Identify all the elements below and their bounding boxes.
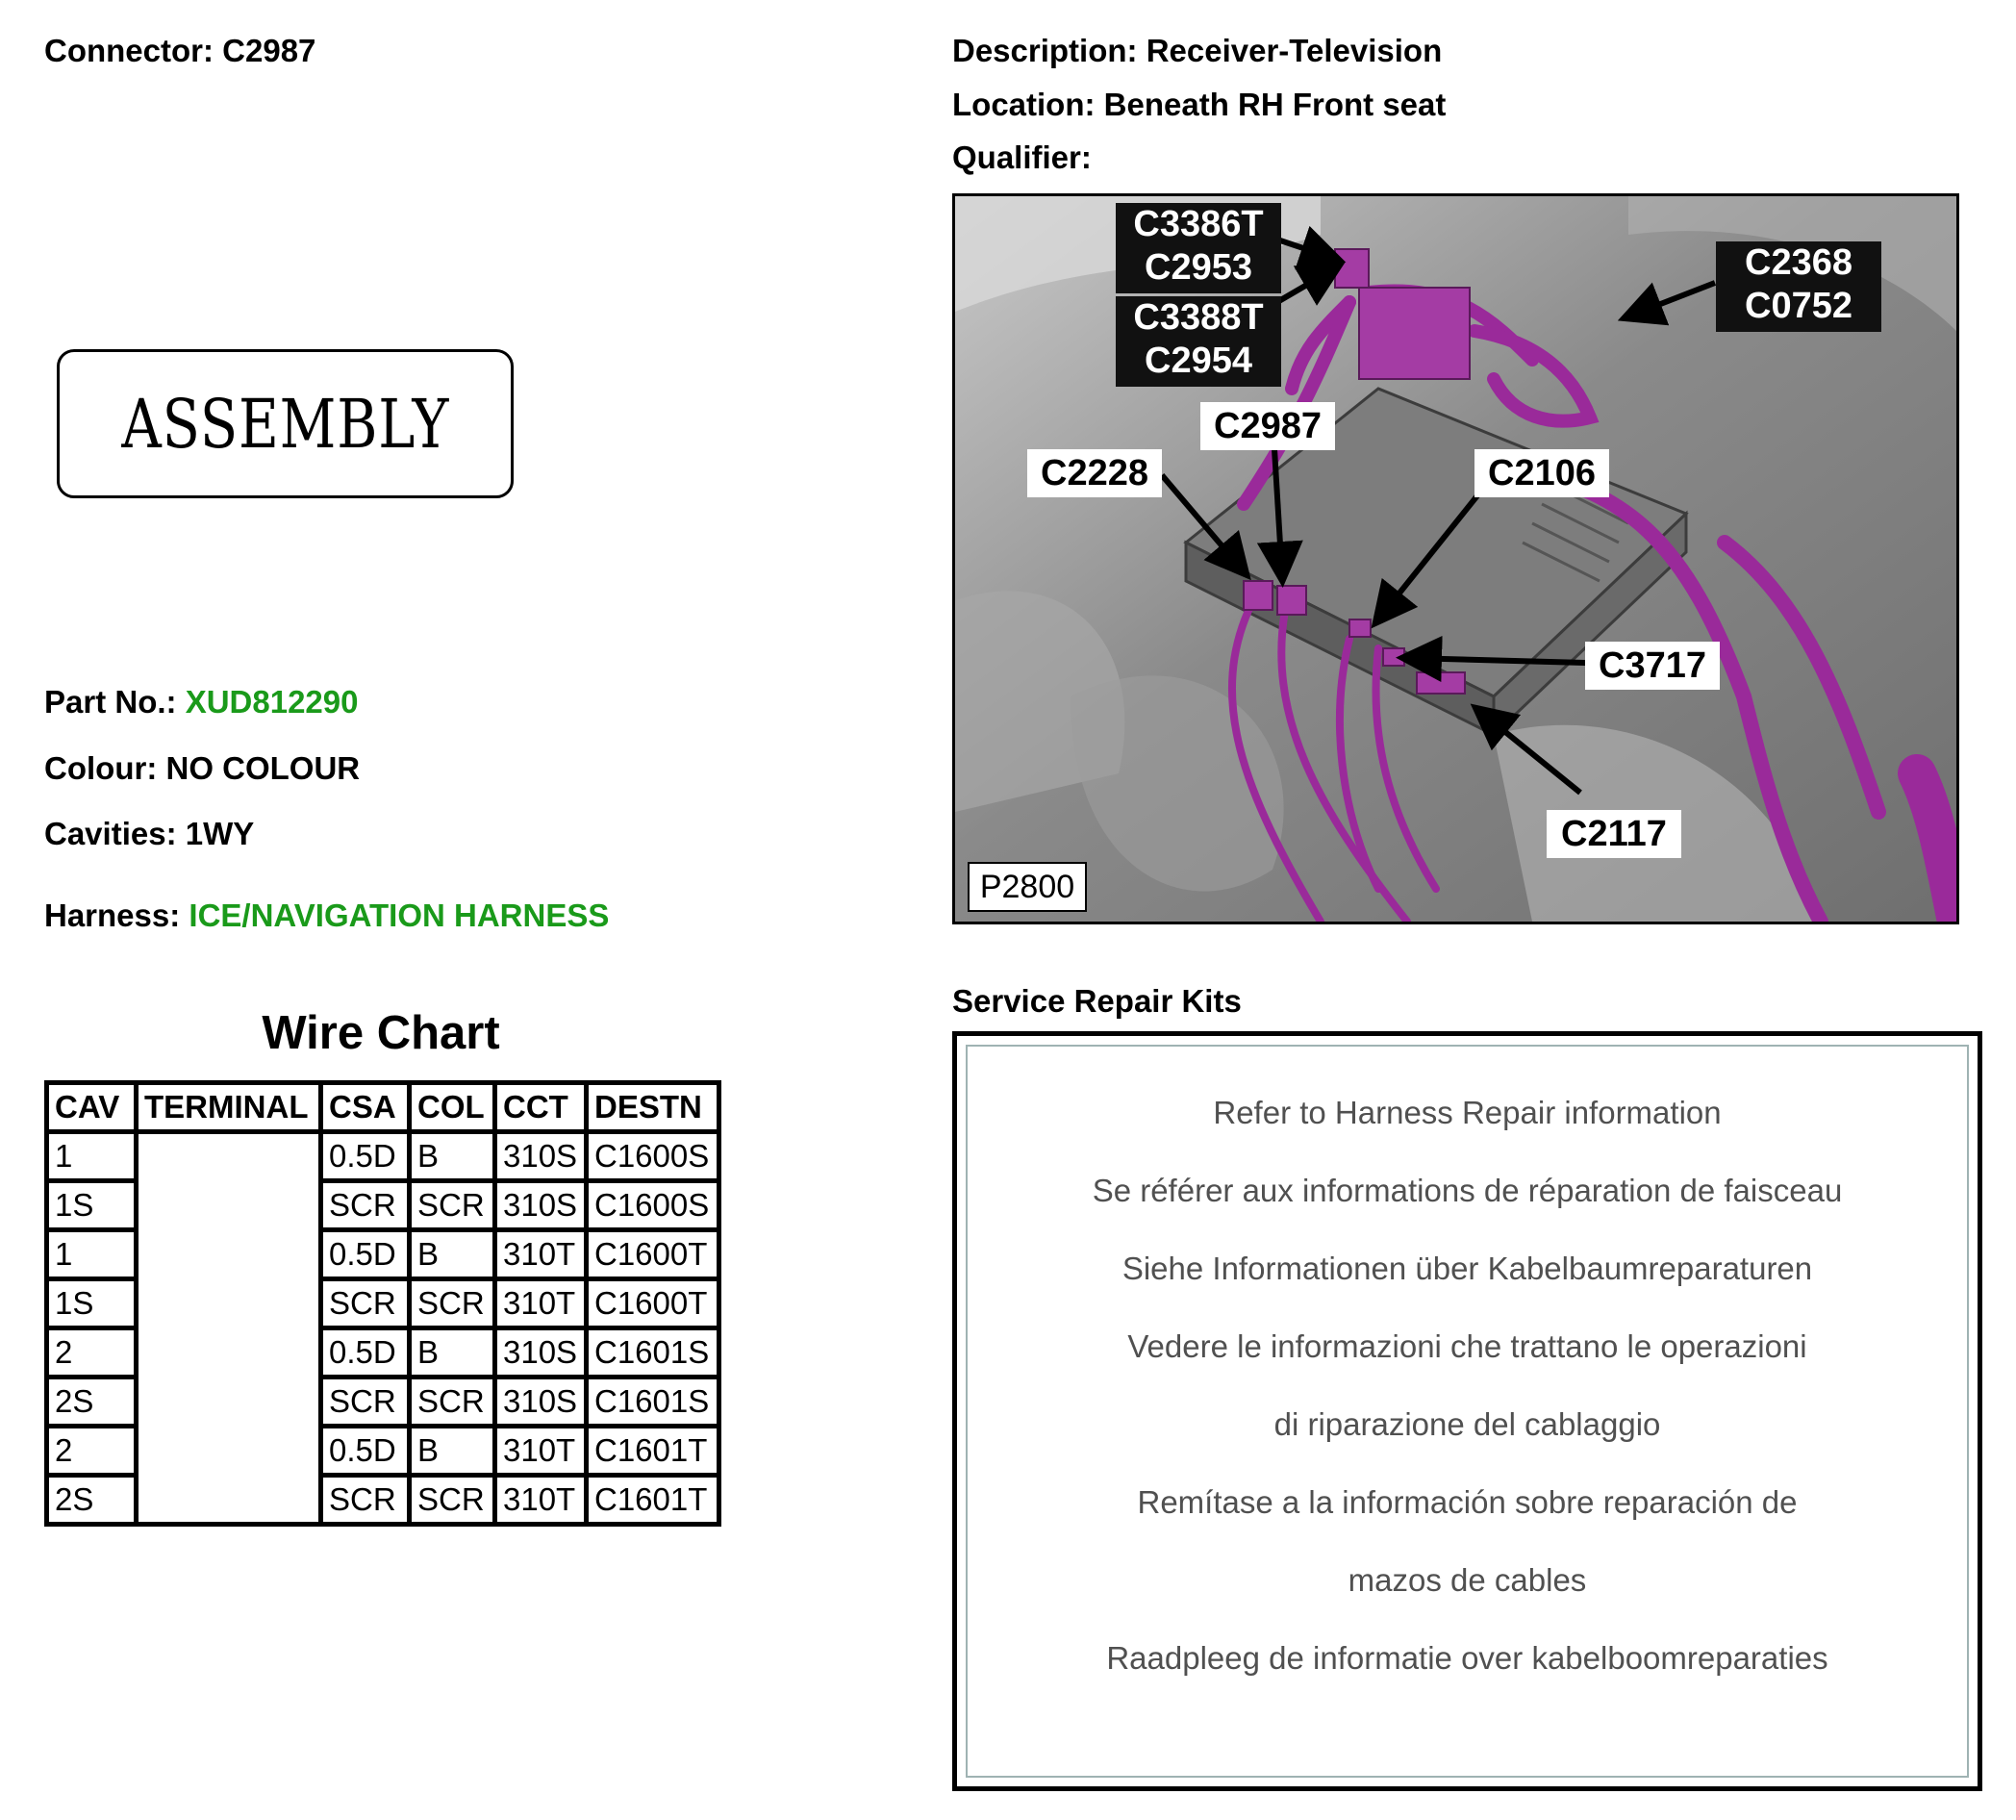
cell-destn: C1601T	[587, 1476, 719, 1525]
cell-col: B	[410, 1328, 495, 1378]
cell-col: SCR	[410, 1279, 495, 1328]
cell-cct: 310T	[495, 1476, 587, 1525]
description-label: Description: Receiver-Television	[952, 33, 1443, 68]
cell-cct: 310T	[495, 1279, 587, 1328]
cell-csa: 0.5D	[321, 1230, 410, 1279]
cell-cav: 1S	[47, 1181, 137, 1230]
colour-value: NO COLOUR	[165, 750, 361, 786]
callout-c3717: C3717	[1585, 642, 1720, 690]
part-number	[44, 684, 358, 720]
callout-c2368: C2368	[1745, 242, 1852, 283]
cell-destn: C1601S	[587, 1328, 719, 1378]
cell-csa: SCR	[321, 1279, 410, 1328]
header-cav: CAV	[47, 1083, 137, 1132]
kit-line: Raadpleeg de informatie over kabelboomreparaties	[1106, 1640, 1828, 1676]
cell-csa: SCR	[321, 1181, 410, 1230]
cell-col: SCR	[410, 1378, 495, 1427]
cavities-value: 1WY	[185, 816, 255, 851]
service-kits-box	[952, 1031, 1982, 1791]
assembly-box	[57, 349, 514, 498]
kit-line: Vedere le informazioni che trattano le operazioni	[1127, 1328, 1807, 1364]
callout-c2368-c0752	[1716, 241, 1881, 332]
cell-csa: 0.5D	[321, 1328, 410, 1378]
cell-csa: 0.5D	[321, 1132, 410, 1181]
callout-c3386t-c2953	[1116, 203, 1281, 293]
header-cct: CCT	[495, 1083, 587, 1132]
cell-csa: SCR	[321, 1378, 410, 1427]
kit-line: Remítase a la información sobre reparación de	[1137, 1484, 1798, 1520]
harness-value[interactable]: ICE/NAVIGATION HARNESS	[189, 897, 610, 933]
part-number-label: Part No.:	[44, 684, 186, 720]
assembly-text: ASSEMBLY	[121, 384, 449, 464]
cell-cav: 2S	[47, 1476, 137, 1525]
cell-cav: 1	[47, 1132, 137, 1181]
cell-destn: C1601T	[587, 1427, 719, 1476]
cell-cav: 2	[47, 1328, 137, 1378]
kit-line: Refer to Harness Repair information	[1213, 1095, 1722, 1130]
colour-label: Colour:	[44, 750, 166, 786]
callout-c2228: C2228	[1027, 449, 1162, 497]
connector-label: Connector: C2987	[44, 33, 316, 68]
cell-cct: 310T	[495, 1427, 587, 1476]
cell-destn: C1600T	[587, 1279, 719, 1328]
wire-chart-title: Wire Chart	[262, 1007, 500, 1059]
cell-cct: 310T	[495, 1230, 587, 1279]
callout-c3388t-c2954	[1116, 296, 1281, 387]
part-number-value[interactable]: XUD812290	[185, 684, 359, 720]
cavities	[44, 816, 254, 852]
wire-chart-table	[44, 1080, 721, 1527]
callout-c0752: C0752	[1745, 286, 1852, 326]
cell-cct: 310S	[495, 1328, 587, 1378]
cell-cav: 1S	[47, 1279, 137, 1328]
cell-cav: 2S	[47, 1378, 137, 1427]
service-kits-inner	[966, 1045, 1969, 1778]
cell-cav: 2	[47, 1427, 137, 1476]
cell-destn: C1600S	[587, 1132, 719, 1181]
kit-line: Siehe Informationen über Kabelbaumreparaturen	[1121, 1251, 1813, 1286]
callout-c2117: C2117	[1547, 810, 1681, 858]
harness-label: Harness:	[44, 897, 189, 933]
header-csa: CSA	[321, 1083, 410, 1132]
qualifier-label: Qualifier:	[952, 139, 1092, 175]
header-col: COL	[410, 1083, 495, 1132]
cell-destn: C1600T	[587, 1230, 719, 1279]
callout-c2953: C2953	[1145, 247, 1252, 288]
wire-chart-header-row	[47, 1083, 719, 1132]
cell-csa: SCR	[321, 1476, 410, 1525]
colour	[44, 750, 360, 787]
cell-col: SCR	[410, 1181, 495, 1230]
cell-csa: 0.5D	[321, 1427, 410, 1476]
cell-cct: 310S	[495, 1181, 587, 1230]
cell-col: SCR	[410, 1476, 495, 1525]
cavities-label: Cavities:	[44, 816, 186, 851]
cell-col: B	[410, 1427, 495, 1476]
service-kits-title: Service Repair Kits	[952, 983, 1242, 1019]
cell-cct: 310S	[495, 1378, 587, 1427]
figure-id: P2800	[968, 862, 1087, 912]
harness	[44, 897, 609, 934]
cell-col: B	[410, 1132, 495, 1181]
header-terminal: TERMINAL	[137, 1083, 321, 1132]
location-photo	[952, 193, 1959, 924]
cell-col: B	[410, 1230, 495, 1279]
table-row	[47, 1132, 719, 1181]
callout-c3386t: C3386T	[1133, 204, 1264, 244]
cell-destn: C1601S	[587, 1378, 719, 1427]
callout-c3388t: C3388T	[1133, 297, 1264, 338]
cell-cav: 1	[47, 1230, 137, 1279]
cell-cct: 310S	[495, 1132, 587, 1181]
kit-line: di riparazione del cablaggio	[1273, 1406, 1661, 1442]
callout-c2106: C2106	[1474, 449, 1609, 497]
header-destn: DESTN	[587, 1083, 719, 1132]
kit-line: mazos de cables	[1348, 1562, 1587, 1598]
cell-destn: C1600S	[587, 1181, 719, 1230]
kit-line: Se référer aux informations de réparation de faisceau	[1092, 1173, 1843, 1208]
callout-c2987: C2987	[1200, 402, 1335, 450]
callout-c2954: C2954	[1145, 341, 1252, 381]
cell-terminal	[137, 1132, 321, 1525]
location-label: Location: Beneath RH Front seat	[952, 87, 1447, 122]
